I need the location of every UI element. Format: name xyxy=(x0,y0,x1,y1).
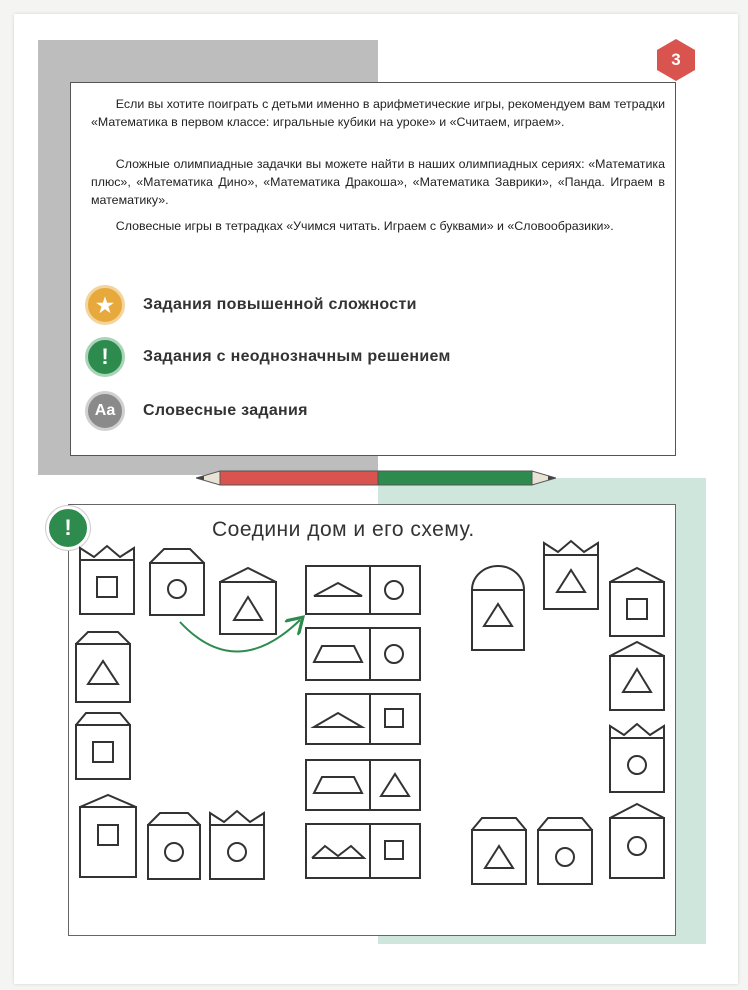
intro-paragraph-3: Словесные игры в тетрадках «Учимся читать. Играем с буквами» и «Словообразики». xyxy=(115,219,614,233)
house-crown-roof-circle xyxy=(210,811,264,879)
star-icon: ★ xyxy=(85,285,125,325)
house-dome-roof-triangle xyxy=(472,566,524,650)
house-peak-roof-square xyxy=(80,795,136,877)
legend-label-difficult: Задания повышенной сложности xyxy=(143,296,417,313)
house-gable-roof-circle xyxy=(538,818,592,884)
letters-aa-icon: Aa xyxy=(85,391,125,431)
house-crown-roof-circle xyxy=(610,724,664,792)
legend-label-ambiguous: Задания с неоднозначным решением xyxy=(143,348,451,365)
legend-label-verbal: Словесные задания xyxy=(143,402,308,419)
house-crown-roof-triangle xyxy=(544,541,598,609)
scheme-card-trapezoid-roof-circle xyxy=(306,628,420,680)
intro-paragraph-2: Сложные олимпиадные задачки вы можете найти в наших олимпиадных сериях: «Математика плюс», «Математика Дино», «Математика Дракоша», «Математика Заврики», «Панда. Играем в математику». xyxy=(91,157,665,207)
exclamation-icon: ! xyxy=(46,506,90,550)
house-peak-roof-circle xyxy=(610,804,664,878)
house-gable-roof-triangle xyxy=(472,818,526,884)
house-gable-roof-circle xyxy=(150,549,204,615)
house-crown-roof-square xyxy=(80,546,134,614)
house-gable-roof-circle xyxy=(148,813,200,879)
example-connection-arrow xyxy=(180,620,300,652)
scheme-card-trapezoid-roof-triangle xyxy=(306,760,420,810)
house-gable-roof-square xyxy=(76,713,130,779)
house-peak-roof-square xyxy=(610,568,664,636)
task-title: Соедини дом и его схему. xyxy=(212,518,475,541)
page-number: 3 xyxy=(671,50,681,69)
exclamation-icon: ! xyxy=(85,337,125,377)
intro-paragraph-1: Если вы хотите поиграть с детьми именно в арифметические игры, рекомендуем вам тетрадки «Математика в первом классе: игральные кубики на уроке» и «Считаем, играем». xyxy=(91,97,665,129)
house-peak-roof-triangle xyxy=(220,568,276,634)
scheme-card-triangle-roof-circle xyxy=(306,566,420,614)
scheme-card-triangle-roof-square xyxy=(306,694,420,744)
scheme-card-crown-roof-square xyxy=(306,824,420,878)
house-gable-roof-triangle xyxy=(76,632,130,702)
house-peak-roof-triangle xyxy=(610,642,664,710)
